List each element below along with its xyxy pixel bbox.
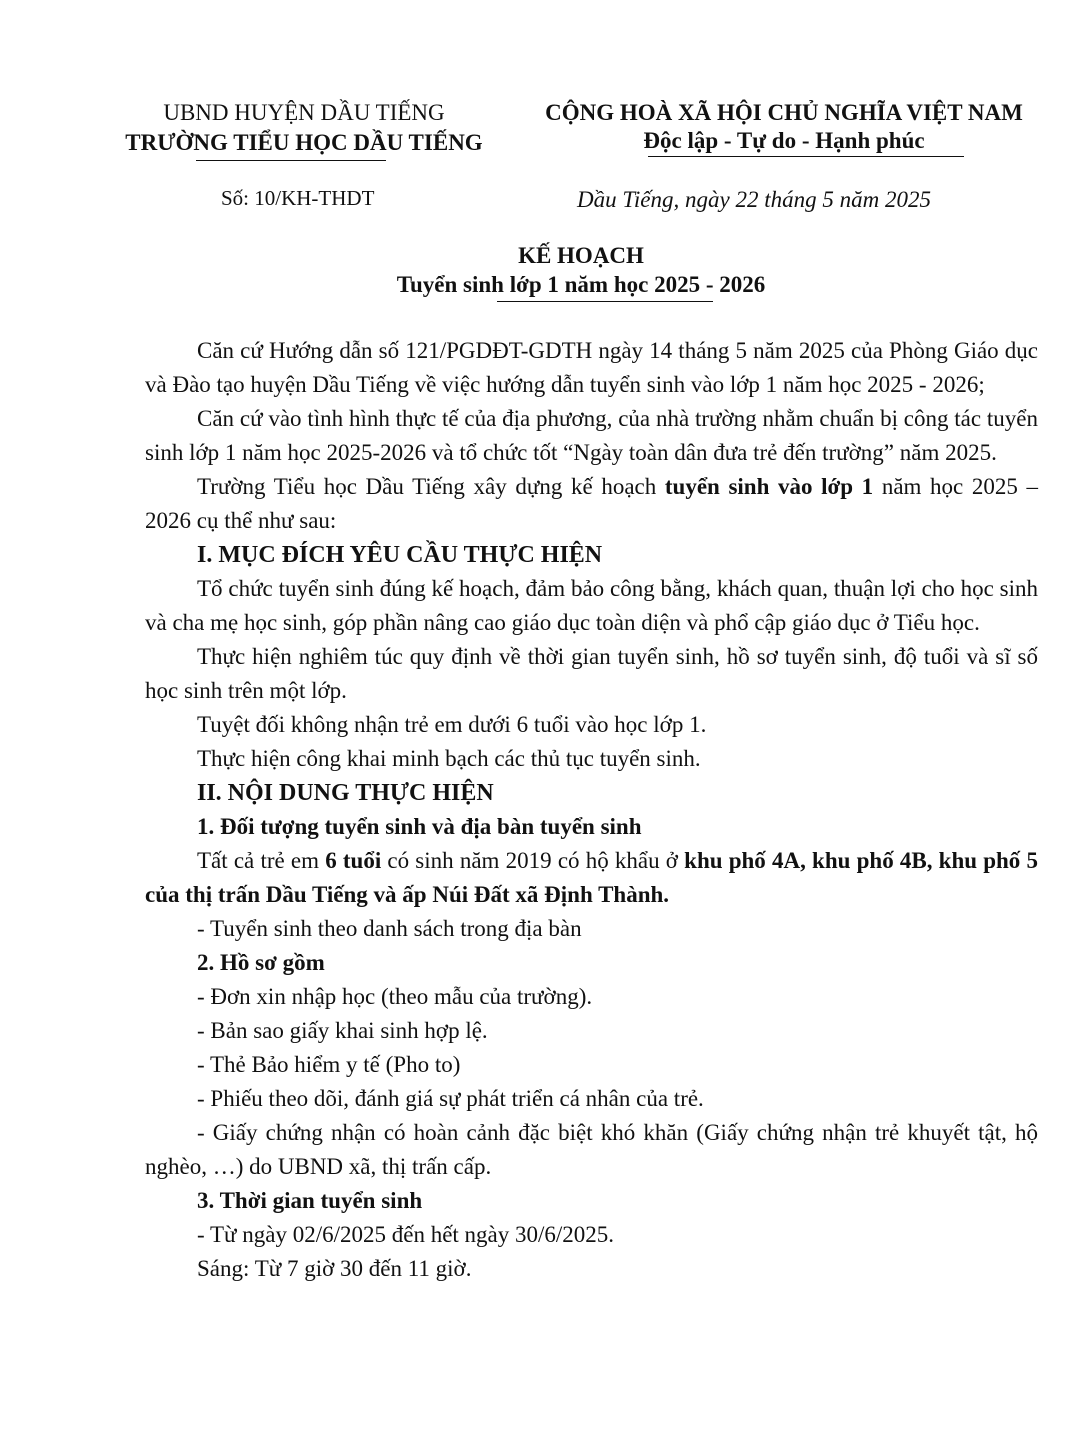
sub1-text-bold-area: khu phố 4A, khu phố 4B, khu phố 5 của thị trấn Dầu Tiếng và ấp Núi Đất xã Định Thành. <box>145 848 1038 907</box>
section-2-title: II. NỘI DUNG THỰC HIỆN <box>197 780 494 806</box>
section-1-para-3: Tuyệt đối không nhận trẻ em dưới 6 tuổi vào học lớp 1. <box>197 712 707 737</box>
document-title: KẾ HOẠCH <box>518 243 644 268</box>
paragraph-intro <box>145 470 1038 538</box>
agency-name: UBND HUYỆN DẦU TIẾNG <box>163 100 445 125</box>
subsection-1-title: 1. Đối tượng tuyển sinh và địa bàn tuyển sinh <box>197 814 642 839</box>
section-1-title: I. MỤC ĐÍCH YÊU CẦU THỰC HIỆN <box>197 542 603 568</box>
section-1-para-2: Thực hiện nghiêm túc quy định về thời gian tuyển sinh, hồ sơ tuyển sinh, độ tuổi và sĩ số học sinh trên một lớp. <box>145 644 1038 703</box>
place-date: Dầu Tiếng, ngày 22 tháng 5 năm 2025 <box>577 187 931 212</box>
dossier-item: - Giấy chứng nhận có hoàn cảnh đặc biệt khó khăn (Giấy chứng nhận trẻ khuyết tật, hộ nghèo, …) do UBND xã, thị trấn cấp. <box>145 1120 1038 1179</box>
sub1-text-bold-age: 6 tuổi <box>325 848 382 873</box>
sub1-text-a: Tất cả trẻ em <box>197 848 326 873</box>
paragraph-legal-basis-2: Căn cứ vào tình hình thực tế của địa phương, của nhà trường nhằm chuẩn bị công tác tuyển sinh lớp 1 năm học 2025-2026 và tổ chức tốt “Ngày toàn dân đưa trẻ đến trường” năm 2025. <box>145 406 1038 465</box>
subsection-3-title: 3. Thời gian tuyển sinh <box>197 1188 423 1213</box>
subsection-1-para-1 <box>145 844 1038 912</box>
dossier-item: - Phiếu theo dõi, đánh giá sự phát triển cá nhân của trẻ. <box>197 1086 704 1111</box>
intro-text-bold: tuyển sinh vào lớp 1 <box>664 474 874 499</box>
motto-underline <box>648 156 964 157</box>
intro-text-c: năm học 2025 – 2026 cụ thể như sau: <box>145 474 1039 533</box>
subsection-3-para-1: - Từ ngày 02/6/2025 đến hết ngày 30/6/2025. <box>197 1222 615 1247</box>
national-motto: Độc lập - Tự do - Hạnh phúc <box>643 128 925 153</box>
subsection-3-para-2: Sáng: Từ 7 giờ 30 đến 11 giờ. <box>197 1256 472 1281</box>
dossier-item: - Thẻ Bảo hiểm y tế (Pho to) <box>197 1052 461 1077</box>
national-title: CỘNG HOÀ XÃ HỘI CHỦ NGHĨA VIỆT NAM <box>545 100 1023 125</box>
dossier-item: - Bản sao giấy khai sinh hợp lệ. <box>197 1018 488 1043</box>
section-1-para-4: Thực hiện công khai minh bạch các thủ tục tuyển sinh. <box>197 746 701 771</box>
document-body <box>145 334 1038 1286</box>
document-subtitle: Tuyển sinh lớp 1 năm học 2025 - 2026 <box>396 272 766 297</box>
school-name-underline <box>196 160 386 161</box>
intro-text-a: Trường Tiểu học Dầu Tiếng xây dựng kế hoạch <box>197 474 665 499</box>
section-1-para-1: Tổ chức tuyển sinh đúng kế hoạch, đảm bảo công bằng, khách quan, thuận lợi cho học sinh và cha mẹ học sinh, góp phần nâng cao giáo dục toàn diện và phổ cập giáo dục ở Tiểu học. <box>145 576 1038 635</box>
school-name: TRƯỜNG TIỂU HỌC DẦU TIẾNG <box>125 130 483 155</box>
paragraph-legal-basis-1: Căn cứ Hướng dẫn số 121/PGDĐT-GDTH ngày 14 tháng 5 năm 2025 của Phòng Giáo dục và Đào tạo huyện Dầu Tiếng về việc hướng dẫn tuyển sinh vào lớp 1 năm học 2025 - 2026; <box>145 338 1038 397</box>
subsection-1-para-2: - Tuyển sinh theo danh sách trong địa bàn <box>197 916 582 941</box>
subsection-2-title: 2. Hồ sơ gồm <box>197 950 325 975</box>
dossier-item: - Đơn xin nhập học (theo mẫu của trường). <box>197 984 593 1009</box>
document-number: Số: 10/KH-THDT <box>221 186 375 210</box>
title-underline <box>497 301 713 302</box>
sub1-text-c: có sinh năm 2019 có hộ khẩu ở <box>381 848 685 873</box>
